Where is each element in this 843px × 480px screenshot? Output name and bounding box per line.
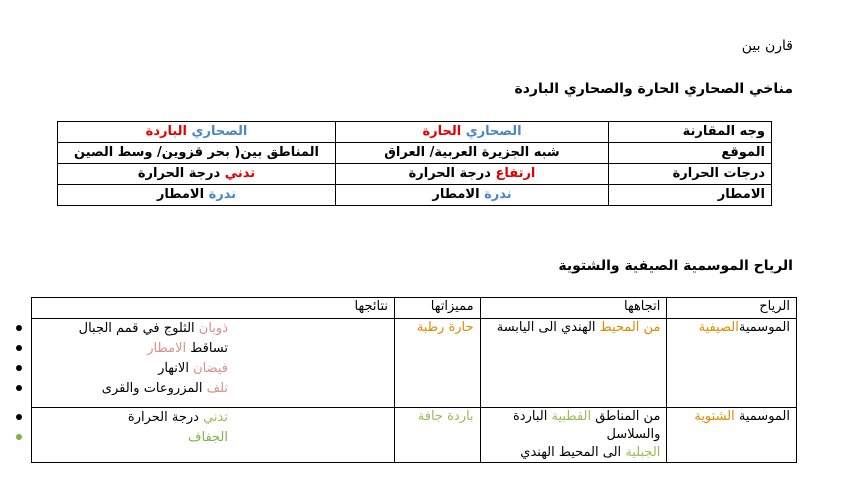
- bullet-icon: [16, 414, 22, 420]
- heading-deserts: مناخي الصحاري الحارة والصحاري الباردة: [514, 81, 793, 97]
- table-row: [58, 185, 772, 206]
- winter-features-text: باردة جافة: [417, 409, 474, 424]
- winter-dir-d: الجبلية: [625, 445, 661, 460]
- cell-summer-name: [667, 319, 797, 408]
- intro-text: قارن بين: [741, 38, 793, 54]
- summer-name-b: الصيفية: [698, 320, 739, 335]
- hot-rain-rest: الامطار: [432, 187, 480, 202]
- header-cold-desert: [58, 122, 336, 143]
- winter-dir-b: القطبية: [551, 409, 592, 424]
- result-keyword: تلف: [206, 381, 228, 396]
- list-item: [38, 379, 228, 399]
- table-row: [58, 164, 772, 185]
- cell-cold-location: المناطق بين( بحر قزوين/ وسط الصين: [58, 143, 336, 164]
- header-cold-word2: الباردة: [145, 124, 188, 139]
- cell-summer-direction: [480, 319, 667, 408]
- cell-hot-location: شبه الجزيرة العربية/ العراق: [336, 143, 609, 164]
- winter-dir-c: الباردة والسلاسل: [512, 409, 661, 442]
- row-label-rain: الامطار: [609, 185, 772, 206]
- result-rest: الامطار: [147, 341, 187, 356]
- cell-winter-features: [395, 408, 481, 463]
- monsoon-table: [31, 297, 797, 463]
- list-item: [38, 408, 228, 428]
- winter-dir-line2: [487, 444, 661, 462]
- table-row-summer: [32, 319, 797, 408]
- cold-rain-keyword: ندرة: [208, 187, 237, 202]
- cell-cold-temperature: [58, 164, 336, 185]
- list-item: [38, 339, 228, 359]
- header-cold-word1: الصحاري: [191, 124, 248, 139]
- winter-dir-a: من المناطق: [595, 409, 661, 424]
- cell-winter-results: [32, 408, 395, 463]
- winter-dir-e: الى المحيط الهندي: [520, 445, 622, 460]
- header-results: نتائجها: [32, 298, 395, 319]
- table-header-row: [58, 122, 772, 143]
- desert-comparison-table: [57, 121, 772, 206]
- summer-dir-a: من المحيط: [599, 320, 661, 335]
- winter-dir-line1: [487, 408, 661, 444]
- table-header-row: [32, 298, 797, 319]
- cell-summer-features: [395, 319, 481, 408]
- winter-name-b: الشتوية: [694, 409, 735, 424]
- result-keyword: فيضان: [193, 361, 228, 376]
- hot-temp-keyword: ارتفاع: [495, 166, 536, 181]
- list-item: [38, 428, 228, 448]
- result-keyword: الجفاف: [188, 430, 228, 445]
- result-rest: المزروعات والقرى: [101, 381, 203, 396]
- winter-name-a: الموسمية: [738, 409, 790, 424]
- heading-monsoon: الرياح الموسمية الصيفية والشتوية: [558, 258, 793, 274]
- result-keyword: تساقط: [190, 341, 228, 356]
- bullet-icon: [16, 385, 22, 391]
- cell-hot-rain: [336, 185, 609, 206]
- hot-rain-keyword: ندرة: [484, 187, 512, 202]
- cell-winter-name: [667, 408, 797, 463]
- bullet-icon: [16, 345, 22, 351]
- bullet-icon: [16, 365, 22, 371]
- result-keyword: ذوبان: [198, 321, 228, 336]
- bullet-icon: [16, 434, 22, 440]
- header-hot-desert: [336, 122, 609, 143]
- header-comparison: وجه المقارنة: [609, 122, 772, 143]
- header-features: مميزاتها: [395, 298, 481, 319]
- row-label-temperature: درجات الحرارة: [609, 164, 772, 185]
- header-direction: اتجاهها: [480, 298, 667, 319]
- cell-winter-direction: [480, 408, 667, 463]
- hot-temp-rest: درجة الحرارة: [408, 166, 491, 181]
- summer-features-text: حارة رطبة: [416, 320, 474, 335]
- bullet-icon: [16, 325, 22, 331]
- cold-temp-keyword: تدني: [224, 166, 256, 181]
- row-label-location: الموقع: [609, 143, 772, 164]
- list-item: [38, 359, 228, 379]
- result-rest: الانهار: [158, 361, 189, 376]
- result-rest: الثلوج في قمم الجبال: [78, 321, 195, 336]
- cell-hot-temperature: [336, 164, 609, 185]
- cold-rain-rest: الامطار: [156, 187, 205, 202]
- table-row: [58, 143, 772, 164]
- cell-cold-rain: [58, 185, 336, 206]
- summer-name-a: الموسمية: [738, 320, 790, 335]
- summer-dir-b: الهندي الى اليابسة: [496, 320, 596, 335]
- header-wind: الرياح: [667, 298, 797, 319]
- header-hot-word2: الحارة: [422, 124, 462, 139]
- cold-temp-rest: درجة الحرارة: [137, 166, 221, 181]
- list-item: [38, 319, 228, 339]
- result-rest: درجة الحرارة: [127, 410, 199, 425]
- result-keyword: تدني: [203, 410, 228, 425]
- header-hot-word1: الصحاري: [465, 124, 522, 139]
- cell-summer-results: [32, 319, 395, 408]
- table-row-winter: [32, 408, 797, 463]
